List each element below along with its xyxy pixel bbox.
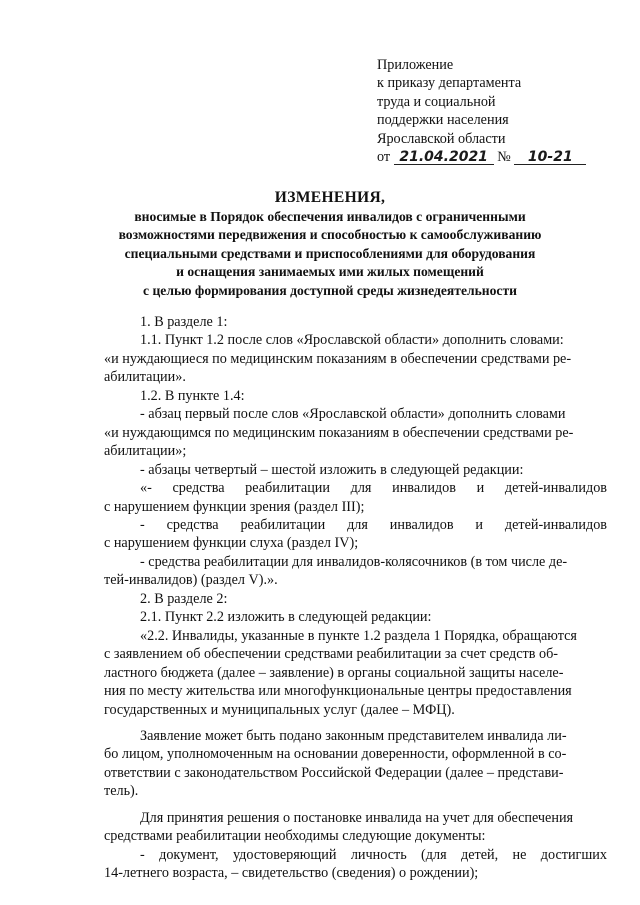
- body-line: - абзацы четвертый – шестой изложить в следующей редакции:: [140, 461, 524, 478]
- body-line: 2. В разделе 2:: [140, 590, 228, 607]
- body-line: «- средства реабилитации для инвалидов и детей-инвалидов: [140, 480, 607, 497]
- body-line: - документ, удостоверяющий личность (для детей, не достигших: [140, 846, 607, 863]
- body-line: тель).: [104, 783, 139, 800]
- body-line: государственных и муниципальных услуг (далее – МФЦ).: [104, 701, 455, 718]
- body-line: Заявление может быть подано законным представителем инвалида ли-: [140, 727, 567, 744]
- body-line: - средства реабилитации для инвалидов и детей-инвалидов: [140, 516, 607, 533]
- handwritten-date: 21.04.2021: [394, 150, 494, 165]
- subtitle-line: вносимые в Порядок обеспечения инвалидов с ограниченными: [134, 209, 526, 224]
- appendix-line: поддержки населения: [377, 112, 509, 129]
- body-line: - средства реабилитации для инвалидов-колясочников (в том числе де-: [140, 553, 568, 570]
- body-line: с заявлением об обеспечении средствами реабилитации за счет средств об-: [104, 646, 559, 663]
- body-line: ластного бюджета (далее – заявление) в органы социальной защиты населе-: [104, 664, 564, 681]
- document-title-block: [60, 188, 600, 300]
- body-line: «2.2. Инвалиды, указанные в пункте 1.2 раздела 1 Порядка, обращаются: [140, 627, 577, 644]
- appendix-line: труда и социальной: [377, 93, 496, 110]
- appendix-line: к приказу департамента: [377, 75, 522, 92]
- body-line: ния по месту жительства или многофункциональные центры предоставления: [104, 683, 572, 700]
- body-line: «и нуждающиеся по медицинским показаниям в обеспечении средствами ре-: [104, 350, 572, 367]
- body-line: тей-инвалидов) (раздел V).».: [104, 572, 278, 589]
- from-label: от: [377, 149, 391, 166]
- subtitle-line: и оснащения занимаемых ими жилых помещений: [176, 264, 484, 280]
- document-body: [104, 313, 607, 883]
- body-line: абилитации»;: [104, 443, 187, 460]
- handwritten-number: 10-21: [514, 150, 586, 165]
- body-line: «и нуждающимся по медицинским показаниям в обеспечении средствами ре-: [104, 424, 574, 441]
- body-line: бо лицом, уполномоченным на основании доверенности, оформленной в со-: [104, 746, 567, 763]
- body-line: с нарушением функции зрения (раздел III);: [104, 498, 365, 515]
- body-line: 2.1. Пункт 2.2 изложить в следующей редакции:: [140, 609, 432, 626]
- body-line: средствами реабилитации необходимы следующие документы:: [104, 828, 486, 845]
- subtitle-line: специальными средствами и приспособлениями для оборудования: [124, 245, 536, 261]
- body-line: 1. В разделе 1:: [140, 314, 228, 330]
- body-line: с нарушением функции слуха (раздел IV);: [104, 535, 359, 552]
- body-line: - абзац первый после слов «Ярославской области» дополнить словами: [140, 406, 566, 423]
- body-line: Для принятия решения о постановке инвалида на учет для обеспечения: [140, 809, 574, 826]
- body-line: 1.1. Пункт 1.2 после слов «Ярославской области» дополнить словами:: [140, 332, 564, 349]
- body-line: ответствии с законодательством Российской Федерации (далее – представи-: [104, 764, 564, 781]
- body-line: 1.2. В пункте 1.4:: [140, 387, 245, 404]
- appendix-line: Приложение: [377, 57, 454, 73]
- appendix-date-line: [377, 148, 627, 166]
- body-line: 14-летнего возраста, – свидетельство (сведения) о рождении);: [104, 865, 479, 882]
- number-label: №: [497, 149, 511, 166]
- subtitle-line: с целью формирования доступной среды жизнедеятельности: [143, 282, 517, 298]
- document-title: ИЗМЕНЕНИЯ,: [274, 189, 386, 206]
- appendix-line: Ярославской области: [377, 130, 506, 147]
- body-line: абилитации».: [104, 369, 186, 386]
- appendix-block: [377, 56, 627, 166]
- subtitle-line: возможностями передвижения и способностью к самообслуживанию: [118, 227, 542, 243]
- document-subtitle: [60, 208, 600, 300]
